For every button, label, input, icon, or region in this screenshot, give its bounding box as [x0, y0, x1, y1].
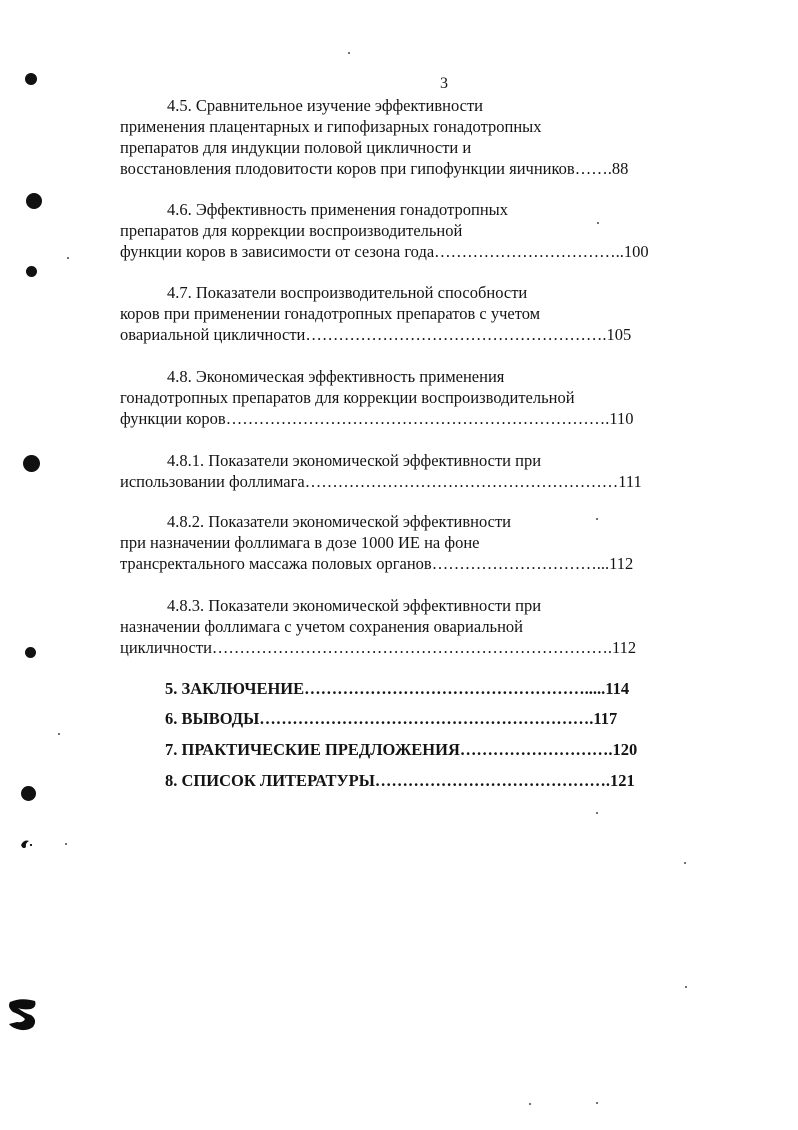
scan-speck [685, 986, 687, 988]
toc-entry-4-5-line-1: 4.5. Сравнительное изучение эффективности [167, 96, 483, 115]
binder-hole-mark [21, 786, 36, 801]
binder-hole-mark [25, 647, 36, 658]
scan-speck [65, 843, 67, 845]
toc-entry-4-8-1-line-2: использовании фоллимага…………………………………………………111 [120, 472, 642, 491]
toc-entry-4-7-line-2: коров при применении гонадотропных препаратов с учетом [120, 304, 541, 323]
toc-entry-4-8-2-line-3: трансректального массажа половых органов…………………………...112 [120, 554, 634, 573]
toc-entry-4-8-2-line-2: при назначении фоллимага в дозе 1000 ИЕ на фоне [120, 533, 480, 552]
page-number: 3 [440, 75, 448, 92]
toc-entry-4-8-3-line-2: назначении фоллимага с учетом сохранения овариальной [120, 617, 523, 636]
scan-speck [58, 733, 60, 735]
toc-entry-4-6-line-3: функции коров в зависимости от сезона года……………………………..100 [120, 242, 649, 261]
toc-entry-4-5-line-2: применения плацентарных и гипофизарных гонадотропных [120, 117, 542, 136]
toc-entry-4-8-1-line-1: 4.8.1. Показатели экономической эффективности при [167, 451, 542, 470]
toc-entry-4-8-line-3: функции коров…………………………………………………………….110 [120, 409, 634, 428]
toc-chapter-8: 8. СПИСОК ЛИТЕРАТУРЫ…………………………………….121 [165, 771, 635, 790]
toc-entry-4-8-line-1: 4.8. Экономическая эффективность применения [167, 367, 505, 386]
binder-hole-mark [23, 455, 40, 472]
scan-speck [596, 1102, 598, 1104]
toc-chapter-6: 6. ВЫВОДЫ…………………………………………………….117 [165, 709, 618, 728]
scan-speck [684, 862, 686, 864]
scan-speck [529, 1103, 531, 1105]
scan-speck [596, 518, 598, 520]
toc-entry-4-5-line-4: восстановления плодовитости коров при гипофункции яичников…….88 [120, 159, 629, 178]
scan-speck [67, 257, 69, 259]
toc-entry-4-6-line-1: 4.6. Эффективность применения гонадотропных [167, 200, 508, 219]
toc-chapter-7: 7. ПРАКТИЧЕСКИЕ ПРЕДЛОЖЕНИЯ……………………….120 [165, 740, 638, 759]
toc-entry-4-7-line-1: 4.7. Показатели воспроизводительной способности [167, 283, 528, 302]
toc-entry-4-7-line-3: овариальной цикличности……………………………………………….105 [120, 325, 632, 344]
scan-speck [596, 812, 598, 814]
toc-entry-4-8-line-2: гонадотропных препаратов для коррекции воспроизводительной [120, 388, 575, 407]
scan-smudge-mark [7, 998, 41, 1034]
binder-hole-mark [26, 266, 37, 277]
toc-chapter-5: 5. ЗАКЛЮЧЕНИЕ…………………………………………….....114 [165, 679, 630, 698]
toc-entry-4-8-3-line-3: цикличности……………………………………………………………….112 [120, 638, 637, 657]
toc-entry-4-8-3-line-1: 4.8.3. Показатели экономической эффективности при [167, 596, 542, 615]
binder-hole-mark [26, 193, 42, 209]
scan-speck [348, 52, 350, 54]
scan-speck [597, 222, 599, 224]
toc-entry-4-5-line-3: препаратов для индукции половой цикличности и [120, 138, 472, 157]
scan-smudge-mark [18, 838, 34, 852]
toc-entry-4-6-line-2: препаратов для коррекции воспроизводительной [120, 221, 463, 240]
toc-entry-4-8-2-line-1: 4.8.2. Показатели экономической эффективности [167, 512, 512, 531]
binder-hole-mark [25, 73, 37, 85]
